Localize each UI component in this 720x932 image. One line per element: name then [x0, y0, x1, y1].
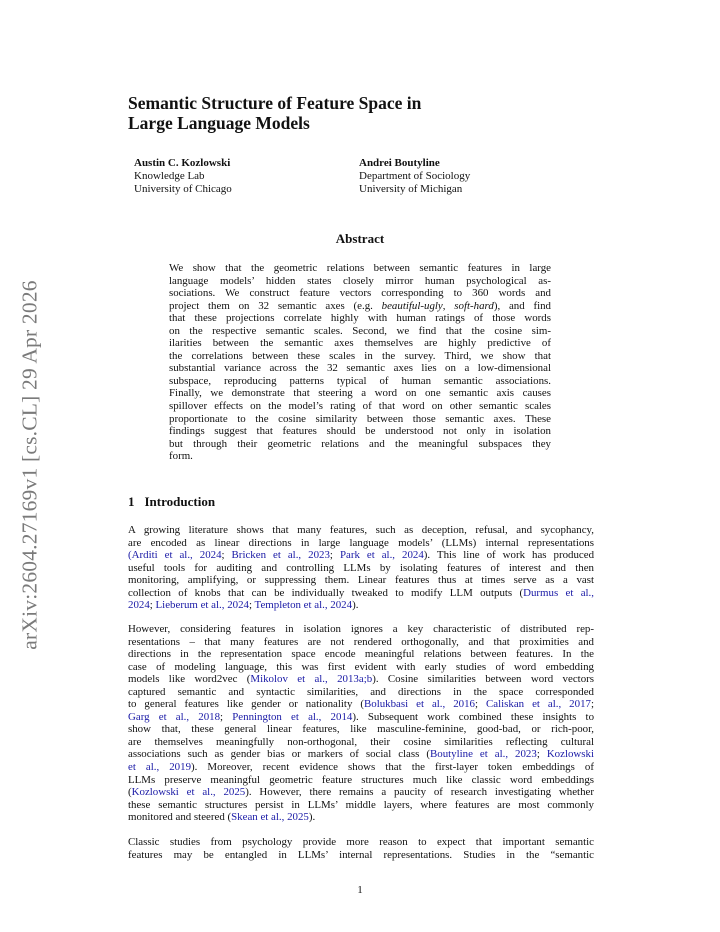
citation-link[interactable]: Park et al., 2024	[339, 549, 424, 562]
citation-separator: ;	[220, 710, 233, 723]
citation-link[interactable]: Durmus et al.,	[523, 586, 594, 599]
paragraph-line	[128, 811, 594, 824]
abstract-line: sociations. We construct feature vectors corresponding to 360 words and	[169, 287, 551, 300]
abstract-line: the correlations between these scales in the survey. Third, we show that	[169, 349, 551, 362]
abstract-line: findings suggest that features should be understood not only in isolation	[169, 425, 551, 438]
title-line-2: Large Language Models	[128, 113, 310, 133]
paragraph-line: useful tools for auditing and controlling LLMs by isolating features of interest and then	[128, 561, 594, 574]
paragraph-line: However, considering features in isolation ignores a key characteristic of distributed rep-	[128, 623, 594, 635]
abstract-emphasis: beautiful-ugly	[381, 299, 443, 312]
abstract-text: ), and find	[493, 299, 551, 312]
arxiv-identifier: arXiv:2604.27169v1 [cs.CL] 29 Apr 2026	[17, 280, 42, 650]
citation-link[interactable]: (Arditi et al., 2024	[128, 549, 222, 562]
abstract-line: on the respective semantic scales. Second, we find that the cosine sim-	[169, 324, 551, 337]
paragraph-text: to general features like gender or nationality (	[128, 698, 364, 711]
paragraph-text: models like word2vec (	[128, 673, 251, 686]
page-number: 1	[357, 884, 363, 896]
paragraph-line: captured semantic and syntactic similarities, and directions in the space corresponded	[128, 685, 594, 698]
citation-separator: ;	[248, 599, 255, 612]
author-institution: University of Chicago	[134, 183, 232, 195]
paragraph-text: ). Cosine similarities between word vectors	[372, 673, 594, 686]
paragraph-line	[128, 549, 594, 562]
citation-link[interactable]: Garg et al., 2018	[128, 710, 221, 723]
paragraph-text: ).	[308, 811, 316, 824]
citation-separator: ;	[149, 599, 156, 612]
citation-link[interactable]: Caliskan et al., 2017	[486, 698, 591, 711]
paragraph-line: LLMs preserve meaningful geometric feature structures much like classic word embeddings	[128, 773, 594, 786]
section-heading-introduction	[128, 494, 215, 510]
paragraph-line: resentations – that many features are not rendered orthogonally, and that proximities and	[128, 635, 594, 648]
citation-link[interactable]: Skean et al., 2025	[231, 811, 309, 824]
abstract-line: substantial variance across the 32 semantic axes lies on a low-dimensional	[169, 362, 551, 375]
intro-paragraph-1	[128, 524, 594, 612]
citation-separator: ;	[590, 698, 594, 711]
abstract-line: Finally, we demonstrate that steering a word on one semantic axis causes	[169, 387, 551, 400]
citation-link[interactable]: Kozlowski et al., 2025	[131, 786, 246, 799]
abstract-heading: Abstract	[335, 231, 385, 246]
citation-link[interactable]: Bricken et al., 2023	[231, 549, 330, 562]
abstract-line: language models’ hidden states closely mirror human psychological as-	[169, 274, 551, 287]
author-block-1	[134, 157, 232, 196]
title-line-1: Semantic Structure of Feature Space in	[128, 93, 422, 113]
citation-link[interactable]: Lieberum et al., 2024	[155, 599, 249, 612]
citation-separator: ;	[221, 549, 232, 562]
citation-link[interactable]: Templeton et al., 2024	[254, 599, 353, 612]
arxiv-sidebar	[13, 260, 47, 670]
paragraph-line: A growing literature shows that many features, such as deception, refusal, and sycophancy,	[128, 524, 594, 536]
author-affiliation: Department of Sociology	[359, 170, 471, 182]
paragraph-line: are encoded as linear directions in large language models’ (LLMs) internal representations	[128, 536, 594, 549]
paragraph-text: ). This line of work has produced	[423, 549, 594, 562]
abstract-line: ilarities between the semantic axes themselves are highly predictive of	[169, 337, 551, 350]
abstract-line: proportionate to the cosine similarity between those semantic axes. These	[169, 412, 551, 425]
paragraph-line	[128, 748, 594, 761]
paragraph-line: Classic studies from psychology provide more reason to expect that important semantic	[128, 836, 594, 848]
paragraph-line: monitoring, amplifying, or suppressing them. Linear features thus at times serve as a vast	[128, 574, 594, 587]
paragraph-line	[128, 786, 594, 799]
paragraph-text: ).	[352, 599, 359, 612]
paragraph-line	[128, 761, 594, 774]
citation-separator: ;	[536, 748, 547, 761]
paragraph-line: show that, these general linear features, like masculine-feminine, good-bad, or rich-poor,	[128, 723, 594, 736]
abstract-line	[169, 300, 551, 313]
paragraph-text: associations such as gender bias or markers of social class (	[128, 748, 430, 761]
paragraph-line: case of modeling language, this was first evident with early studies of word embedding	[128, 660, 594, 673]
citation-link[interactable]: Pennington et al., 2014	[232, 710, 353, 723]
paragraph-line: these semantic structures persist in LLMs’ middle layers, where features are most commonly	[128, 798, 594, 811]
paragraph-line	[128, 599, 594, 612]
abstract-line: form.	[169, 450, 193, 463]
paragraph-line	[128, 711, 594, 724]
paragraph-text: ). However, there remains a paucity of research investigating whether	[245, 786, 594, 799]
abstract-line: We show that the geometric relations between semantic features in large	[169, 262, 551, 274]
citation-separator: ;	[475, 698, 486, 711]
intro-paragraph-3	[128, 836, 594, 861]
abstract-line: that these projections correlate highly with human ratings of those words	[169, 312, 551, 325]
abstract-text: project them on 32 semantic axes (e.g.	[169, 299, 382, 312]
paragraph-line	[128, 698, 594, 711]
section-number: 1	[128, 494, 135, 509]
citation-link[interactable]: et al., 2019	[128, 761, 192, 774]
author-institution: University of Michigan	[359, 183, 463, 195]
citation-link[interactable]: Bolukbasi et al., 2016	[363, 698, 475, 711]
paragraph-line	[128, 673, 594, 686]
paragraph-text: monitored and steered (	[128, 811, 232, 824]
paragraph-line: are themselves meaningfully non-orthogonal, their cosine similarities reflecting cultural	[128, 735, 594, 748]
paragraph-line	[128, 587, 594, 600]
abstract-body	[169, 262, 551, 463]
citation-link[interactable]: Mikolov et al., 2013a;b	[250, 673, 373, 686]
paragraph-line: features may be entangled in LLMs’ internal representations. Studies in the “semantic	[128, 848, 594, 861]
intro-paragraph-2	[128, 623, 594, 824]
author-block-2	[359, 157, 470, 196]
citation-separator: ;	[329, 549, 340, 562]
paragraph-text: (	[128, 786, 132, 799]
abstract-line: but through their geometric relations and the meaningful subspaces they	[169, 437, 551, 450]
paragraph-text: ). Subsequent work combined these insights to	[352, 710, 594, 723]
paragraph-line: directions in the representation space encode meaningful relations between features. In the	[128, 648, 594, 661]
citation-link[interactable]: Kozlowski	[546, 748, 594, 761]
author-affiliation: Knowledge Lab	[134, 170, 205, 182]
abstract-text: ,	[442, 299, 455, 312]
abstract-line: subspace, reproducing patterns typical of human semantic associations.	[169, 374, 551, 387]
citation-link[interactable]: Boutyline et al., 2023	[429, 748, 537, 761]
author-name: Andrei Boutyline	[359, 157, 440, 169]
abstract-emphasis: soft-hard	[454, 299, 494, 312]
author-name: Austin C. Kozlowski	[134, 157, 231, 169]
citation-link[interactable]: 2024	[128, 599, 150, 612]
section-title: Introduction	[144, 494, 216, 509]
paper-title	[128, 93, 508, 133]
paragraph-text: collection of knobs that can be individually tweaked to modify LLM outputs (	[128, 586, 524, 599]
abstract-line: spillover effects on the model’s rating of that word on other semantic scales	[169, 400, 551, 413]
paragraph-text: ). Moreover, recent evidence shows that the first-layer token embeddings of	[191, 761, 594, 774]
